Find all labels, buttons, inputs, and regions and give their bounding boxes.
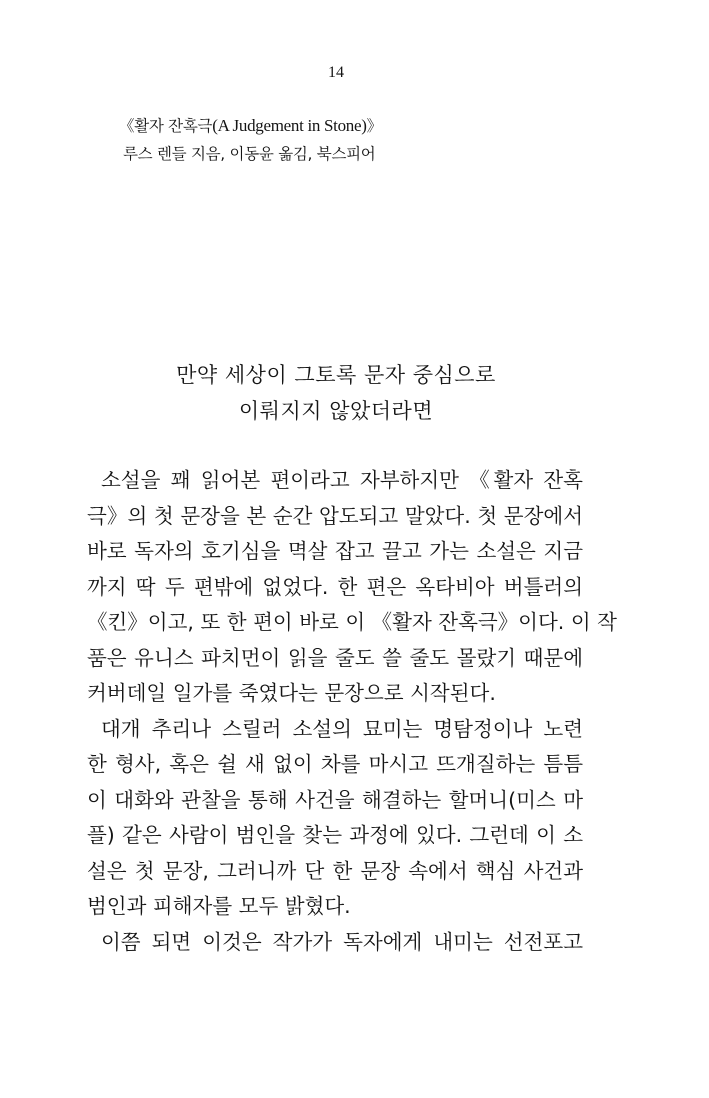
text-line: 플) 같은 사람이 범인을 찾는 과정에 있다. 그런데 이 소 xyxy=(87,823,583,847)
text-line: 바로 독자의 호기심을 멱살 잡고 끌고 가는 소설은 지금 xyxy=(87,539,583,563)
paragraph-3 xyxy=(87,925,583,961)
section-heading-line: 이뤄지지 않았더라면 xyxy=(238,399,434,423)
citation-title xyxy=(119,112,382,140)
section-heading xyxy=(0,357,672,429)
text-line: 품은 유니스 파치먼이 읽을 줄도 쓸 줄도 몰랐기 때문에 xyxy=(87,645,583,670)
paragraph-1 xyxy=(87,463,617,712)
page-number: 14 xyxy=(328,64,344,81)
citation-title-english: (A Judgement in Stone) xyxy=(212,116,367,135)
text-line: 까지 딱 두 편밖에 없었다. 한 편은 옥타비아 버틀러의 xyxy=(87,574,583,599)
body-text xyxy=(87,463,617,960)
text-line: 이쯤 되면 이것은 작가가 독자에게 내미는 선전포고 xyxy=(101,929,583,954)
text-line: 설은 첫 문장, 그러니까 단 한 문장 속에서 핵심 사건과 xyxy=(87,858,583,883)
text-line: 대개 추리나 스릴러 소설의 묘미는 명탐정이나 노련 xyxy=(101,716,583,741)
paragraph-2 xyxy=(87,712,583,925)
text-line: 극》의 첫 문장을 본 순간 압도되고 말았다. 첫 문장에서 xyxy=(87,503,583,528)
text-line: 커버데일 일가를 죽였다는 문장으로 시작된다. xyxy=(87,681,496,705)
text-line: 《킨》이고, 또 한 편이 바로 이 《활자 잔혹극》이다. 이 작 xyxy=(87,610,617,634)
book-citation xyxy=(119,112,382,168)
section-heading-line: 만약 세상이 그토록 문자 중심으로 xyxy=(176,363,496,387)
text-line: 소설을 꽤 읽어본 편이라고 자부하지만 《활자 잔혹 xyxy=(101,468,583,492)
citation-title-korean: 《활자 잔혹극 xyxy=(119,117,213,135)
text-line: 이 대화와 관찰을 통해 사건을 해결하는 할머니(미스 마 xyxy=(87,787,583,812)
citation-credits: 루스 렌들 지음, 이동윤 옮김, 북스피어 xyxy=(123,145,376,163)
text-line: 범인과 피해자를 모두 밝혔다. xyxy=(87,894,351,918)
citation-title-close-bracket: 》 xyxy=(366,117,382,135)
text-line: 한 형사, 혹은 쉴 새 없이 차를 마시고 뜨개질하는 틈틈 xyxy=(87,752,583,776)
